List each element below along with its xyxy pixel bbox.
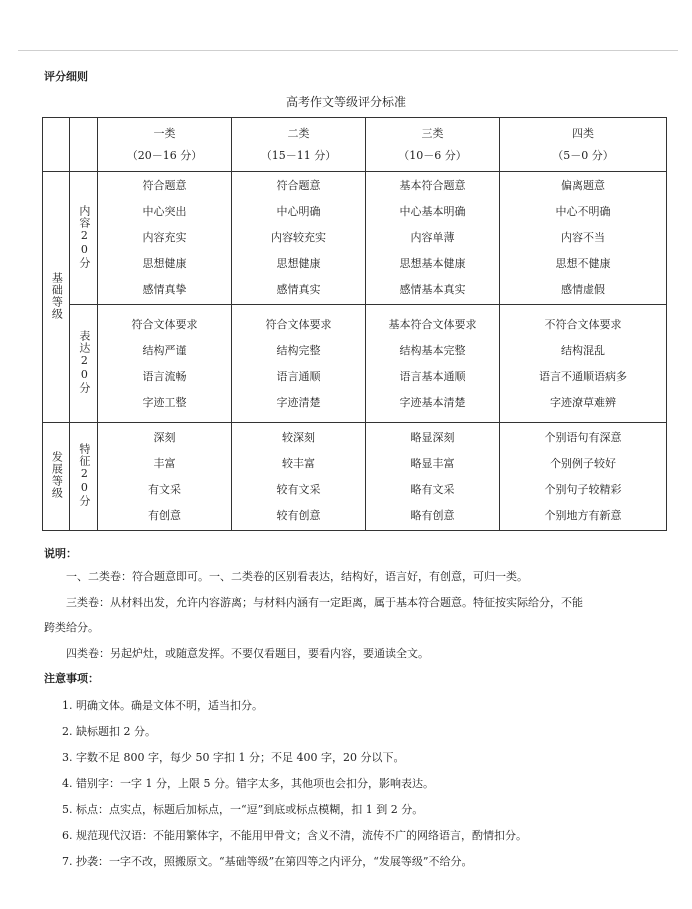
content-cell-class-4: 偏离题意 中心不明确 内容不当 思想不健康 感情虚假 xyxy=(500,172,667,305)
header-blank-cell xyxy=(70,118,98,172)
content-cell-class-3: 基本符合题意 中心基本明确 内容单薄 思想基本健康 感情基本真实 xyxy=(366,172,500,305)
page-top-rule xyxy=(18,50,678,51)
table-header-row xyxy=(43,118,667,172)
grading-table xyxy=(42,117,667,531)
explain-paragraph-1: 一、二类卷：符合题意即可。一、二类卷的区别看表达，结构好，语言好，有创意，可归一类。 xyxy=(66,570,528,583)
table-row-content xyxy=(43,172,667,305)
feature-cell-class-4: 个别语句有深意 个别例子较好 个别句子较精彩 个别地方有新意 xyxy=(500,423,667,531)
explain-paragraph-2-continued: 跨类给分。 xyxy=(44,621,99,634)
note-item: 4. 错别字：一字 1 分，上限 5 分。错字太多，其他项也会扣分，影响表达。 xyxy=(62,777,434,790)
note-item: 6. 规范现代汉语：不能用繁体字，不能用甲骨文；含义不清，流传不广的网络语言，酌情扣分。 xyxy=(62,829,527,842)
header-cell-class-2: 二类 （15－11 分） xyxy=(232,118,366,172)
header-blank-cell xyxy=(43,118,70,172)
expression-cell-class-1: 符合文体要求 结构严谨 语言流畅 字迹工整 xyxy=(98,305,232,423)
explain-paragraph-3: 四类卷：另起炉灶，或随意发挥。不要仅看题目，要看内容，要通读全文。 xyxy=(66,647,429,660)
explain-heading: 说明： xyxy=(44,547,77,560)
content-cell-class-2: 符合题意 中心明确 内容较充实 思想健康 感情真实 xyxy=(232,172,366,305)
group-label-development: 发展等级 xyxy=(43,423,70,531)
note-item: 2. 缺标题扣 2 分。 xyxy=(62,725,156,738)
feature-cell-class-2: 较深刻 较丰富 较有文采 较有创意 xyxy=(232,423,366,531)
header-cell-class-1: 一类 （20－16 分） xyxy=(98,118,232,172)
table-title: 高考作文等级评分标准 xyxy=(285,95,406,109)
note-item: 7. 抄袭：一字不改，照搬原文。“基础等级”在第四等之内评分，“发展等级”不给分。 xyxy=(62,855,473,868)
expression-cell-class-4: 不符合文体要求 结构混乱 语言不通顺语病多 字迹潦草难辨 xyxy=(500,305,667,423)
explain-paragraph-2: 三类卷：从材料出发，允许内容游离；与材料内涵有一定距离，属于基本符合题意。特征按实际给分，不能 xyxy=(66,596,583,609)
header-cell-class-4: 四类 （5－0 分） xyxy=(500,118,667,172)
note-item: 1. 明确文体。确是文体不明，适当扣分。 xyxy=(62,699,263,712)
header-cell-class-3: 三类 （10－6 分） xyxy=(366,118,500,172)
feature-cell-class-3: 略显深刻 略显丰富 略有文采 略有创意 xyxy=(366,423,500,531)
feature-cell-class-1: 深刻 丰富 有文采 有创意 xyxy=(98,423,232,531)
expression-cell-class-3: 基本符合文体要求 结构基本完整 语言基本通顺 字迹基本清楚 xyxy=(366,305,500,423)
table-row-feature xyxy=(43,423,667,531)
note-item: 5. 标点：点实点，标题后加标点，一“逗”到底或标点模糊，扣 1 到 2 分。 xyxy=(62,803,424,816)
table-row-expression xyxy=(43,305,667,423)
note-item: 3. 字数不足 800 字，每少 50 字扣 1 分；不足 400 字，20 分以下。 xyxy=(62,751,405,764)
sub-label-expression: 表达20分 xyxy=(70,305,98,423)
expression-cell-class-2: 符合文体要求 结构完整 语言通顺 字迹清楚 xyxy=(232,305,366,423)
group-label-basic: 基础等级 xyxy=(43,172,70,423)
notes-heading: 注意事项： xyxy=(44,672,99,685)
sub-label-content: 内容20分 xyxy=(70,172,98,305)
sub-label-feature: 特征20分 xyxy=(70,423,98,531)
section-heading: 评分细则 xyxy=(44,70,88,83)
content-cell-class-1: 符合题意 中心突出 内容充实 思想健康 感情真挚 xyxy=(98,172,232,305)
